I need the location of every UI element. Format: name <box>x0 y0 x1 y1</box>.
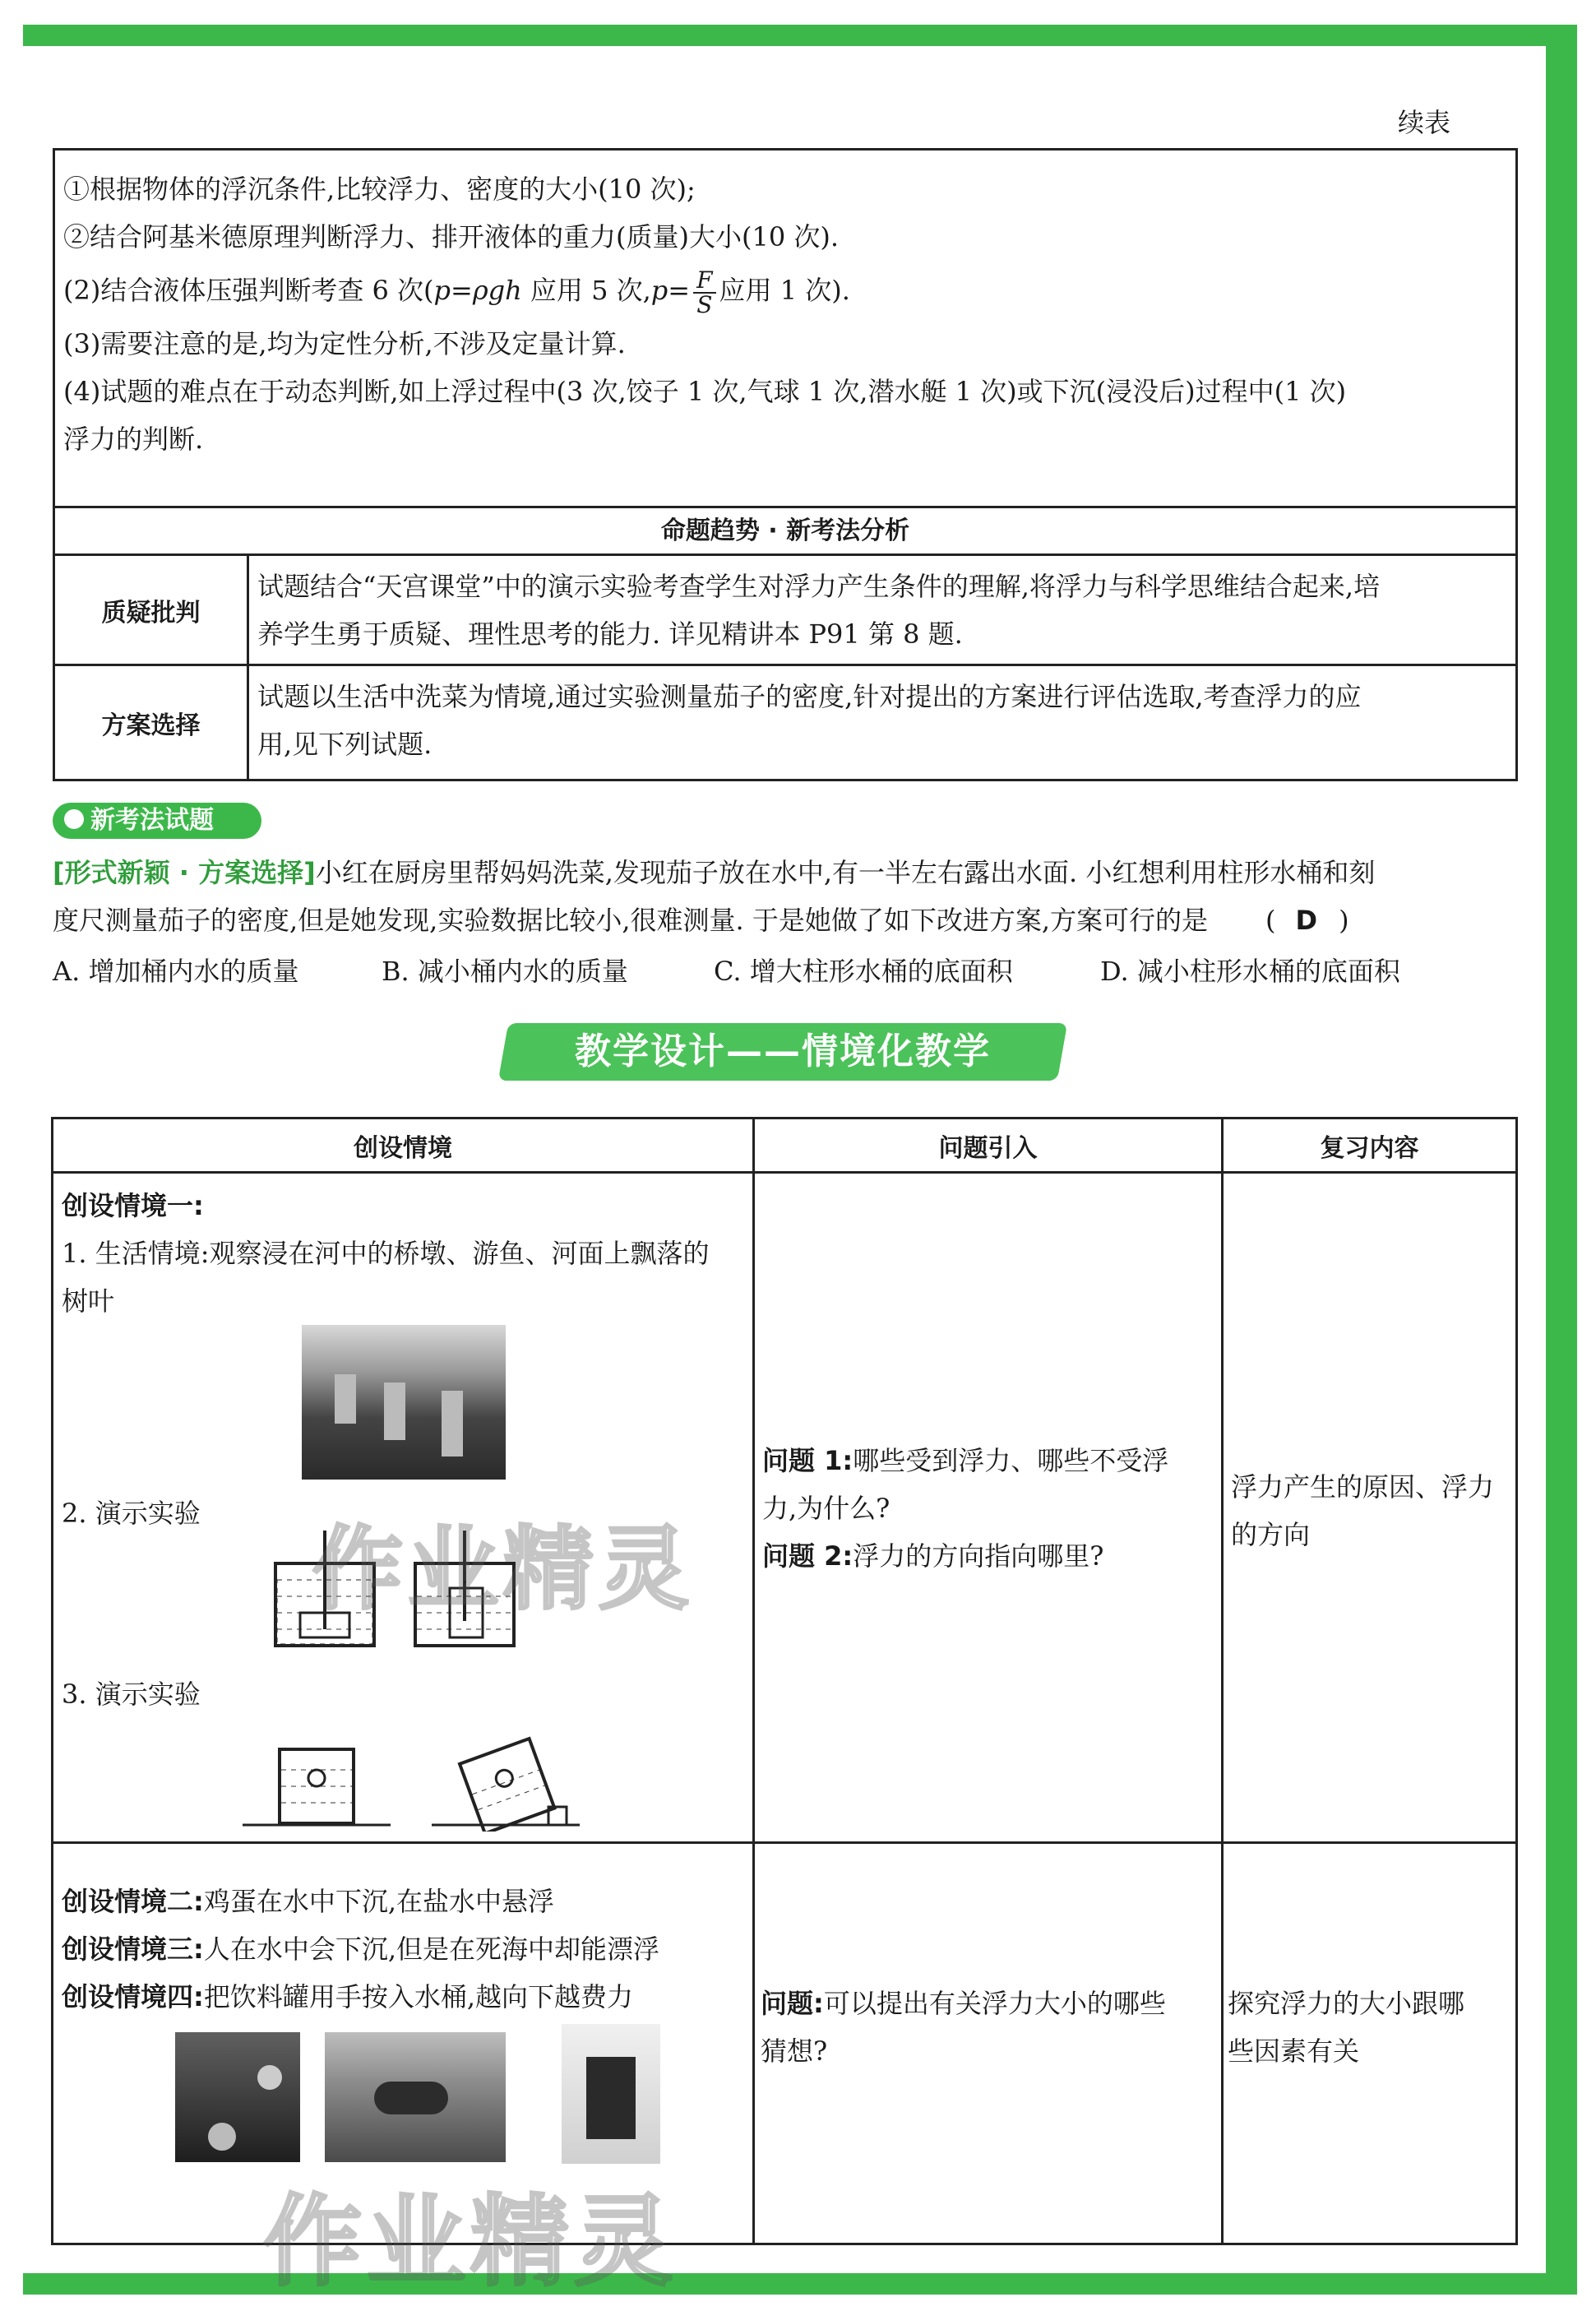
trend-row-desc: 试题以生活中洗菜为情境,通过实验测量茄子的密度,针对提出的方案进行评估选取,考查浮力的应 用,见下列试题. <box>257 681 1362 760</box>
formula-fraction: $\frac{F}{S}$ <box>693 269 715 317</box>
header-scenario: 创设情境 <box>53 1119 752 1174</box>
scenario-2-4-text: 创设情境二:鸡蛋在水中下沉,在盐水中悬浮 创设情境三:人在水中会下沉,但是在死海中却能漂浮 创设情境四:把饮料罐用手按入水桶,越向下越费力 <box>62 1886 659 2012</box>
dead-sea-floating-photo <box>325 2032 506 2162</box>
lightbulb-icon <box>64 809 84 829</box>
column-divider <box>1221 1119 1224 2243</box>
demo-experiment-2-figure <box>243 1733 588 1832</box>
option-d: D. 减小柱形水桶的底面积 <box>1100 956 1400 987</box>
egg-shape <box>257 2065 282 2090</box>
watermark: 作业精灵 <box>263 2185 678 2299</box>
analysis-line: ①根据物体的浮沉条件,比较浮力、密度的大小(10 次); <box>63 174 696 205</box>
option-b: B. 减小桶内水的质量 <box>382 956 628 987</box>
row1-questions: 问题 1:哪些受到浮力、哪些不受浮 力,为什么? 问题 2:浮力的方向指向哪里? <box>762 1445 1169 1572</box>
trend-title: 命题趋势 · 新考法分析 <box>55 506 1515 553</box>
pier-shape <box>442 1391 463 1457</box>
analysis-table <box>53 148 1518 781</box>
green-frame-bottom <box>23 2273 1577 2295</box>
trend-row-choice <box>55 664 1515 779</box>
analysis-line: 浮力的判断. <box>63 424 204 455</box>
option-a: A. 增加桶内水的质量 <box>53 956 299 987</box>
green-frame-right <box>1546 25 1577 2295</box>
row1-review: 浮力产生的原因、浮力 的方向 <box>1231 1471 1495 1550</box>
option-c: C. 增大柱形水桶的底面积 <box>714 956 1013 987</box>
can-shape <box>586 2057 636 2139</box>
analysis-line: (4)试题的难点在于动态判断,如上浮过程中(3 次,饺子 1 次,气球 1 次,潜水艇 1 次)或下沉(浸没后)过程中(1 次) <box>63 376 1347 407</box>
header-review: 复习内容 <box>1224 1119 1515 1174</box>
bridge-pier-photo <box>302 1325 506 1480</box>
trend-row-label: 方案选择 <box>55 666 249 779</box>
scenario-1-item3: 3. 演示实验 <box>62 1679 201 1710</box>
question-tag: [形式新颖 · 方案选择] <box>53 857 316 888</box>
analysis-line: (3)需要注意的是,均为定性分析,不涉及定量计算. <box>63 328 626 359</box>
scenario-1-item2: 2. 演示实验 <box>62 1498 201 1529</box>
header-question: 问题引入 <box>755 1119 1221 1174</box>
trend-row-label: 质疑批判 <box>55 556 249 664</box>
scenario-1-text: 创设情境一: 1. 生活情境:观察浸在河中的桥墩、游鱼、河面上飘落的 树叶 <box>62 1190 710 1317</box>
watermark: 作业精灵 <box>312 1517 694 1622</box>
pressure-line: (2)结合液体压强判断考查 6 次(p=ρgh 应用 5 次,p= $\frac{F}{S}$ 应用 1 次). <box>63 266 850 318</box>
column-divider <box>752 1119 755 2243</box>
green-frame-top <box>23 25 1577 46</box>
trend-row-question <box>55 553 1515 664</box>
section-banner: 教学设计——情境化教学 <box>498 1023 1067 1081</box>
trend-row-desc: 试题结合“天宫课堂”中的演示实验考查学生对浮力产生条件的理解,将浮力与科学思维结合起来,培 养学生勇于质疑、理性思考的能力. 详见精讲本 P91 第 8 题. <box>257 571 1381 650</box>
pier-shape <box>335 1374 356 1424</box>
row2-review: 探究浮力的大小跟哪 些因素有关 <box>1228 1988 1465 2067</box>
pier-shape <box>384 1382 405 1440</box>
answer-mark: D <box>1295 905 1318 936</box>
egg-shape <box>208 2123 236 2151</box>
egg-in-water-photo <box>175 2032 300 2162</box>
question-stem: [形式新颖 · 方案选择]小红在厨房里帮妈妈洗菜,发现茄子放在水中,有一半左右露出水面. 小红想利用柱形水桶和刻 度尺测量茄子的密度,但是她发现,实验数据比较小,很难测量. 于是她做了如下改进方案,方案可行的是 ( D ) <box>53 849 1524 944</box>
person-shape <box>374 2082 448 2114</box>
can-in-bucket-photo <box>562 2024 660 2164</box>
answer-options <box>53 947 1524 995</box>
row-divider <box>53 1841 1515 1844</box>
new-question-badge: 新考法试题 <box>53 803 261 839</box>
row2-question: 问题:可以提出有关浮力大小的哪些 猜想? <box>761 1988 1166 2067</box>
continued-label: 续表 <box>1398 107 1451 138</box>
analysis-content <box>63 165 1507 463</box>
teaching-design-table <box>51 1117 1518 2245</box>
analysis-line: ②结合阿基米德原理判断浮力、排开液体的重力(质量)大小(10 次). <box>63 221 840 252</box>
